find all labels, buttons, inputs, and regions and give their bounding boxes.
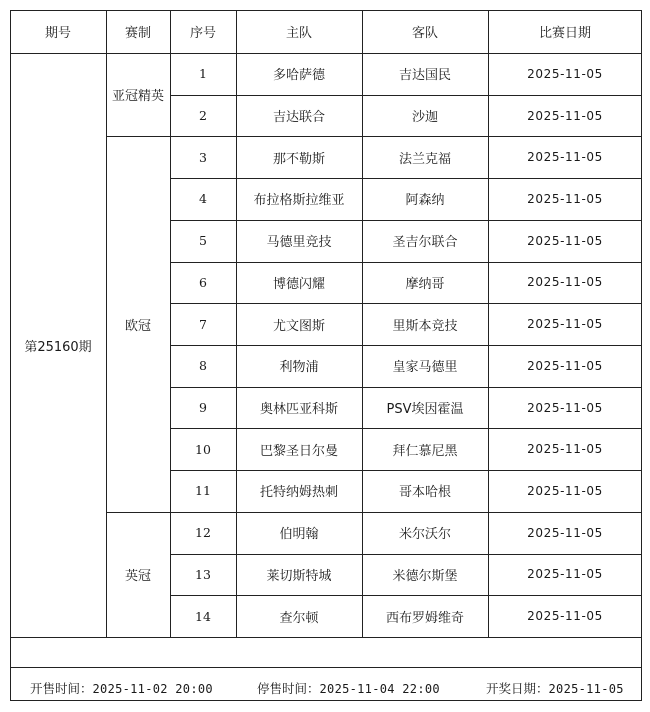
home-team: 博德闪耀 bbox=[272, 276, 325, 292]
home-team: 查尔顿 bbox=[279, 610, 319, 626]
away-team: 吉达国民 bbox=[398, 68, 451, 84]
sale-open-label: 开售时间： bbox=[30, 681, 93, 696]
border-bottom bbox=[10, 700, 642, 701]
away-team: 米德尔斯堡 bbox=[392, 568, 458, 584]
away-team: 米尔沃尔 bbox=[398, 527, 451, 543]
home-team: 吉达联合 bbox=[272, 110, 325, 126]
away-team: 哥本哈根 bbox=[398, 485, 451, 501]
match-seq: 10 bbox=[195, 441, 211, 457]
header-away: 客队 bbox=[411, 26, 438, 41]
lottery-schedule-table bbox=[10, 10, 642, 700]
blank-row-bottom bbox=[10, 667, 642, 668]
match-date: 2025-11-05 bbox=[527, 108, 603, 123]
match-date: 2025-11-05 bbox=[527, 525, 603, 540]
header-seq: 序号 bbox=[189, 26, 216, 41]
match-date: 2025-11-05 bbox=[527, 442, 603, 457]
header-competition: 赛制 bbox=[124, 26, 151, 41]
match-date: 2025-11-05 bbox=[527, 150, 603, 165]
match-date: 2025-11-05 bbox=[527, 66, 603, 81]
away-team: 摩纳哥 bbox=[405, 276, 445, 292]
row-divider bbox=[170, 178, 642, 179]
match-date: 2025-11-05 bbox=[527, 400, 603, 415]
row-divider bbox=[170, 303, 642, 304]
home-team: 尤文图斯 bbox=[272, 318, 325, 334]
home-team: 多哈萨德 bbox=[272, 68, 325, 84]
match-date: 2025-11-05 bbox=[527, 567, 603, 582]
match-seq: 3 bbox=[199, 149, 207, 165]
match-seq: 13 bbox=[195, 566, 211, 582]
match-date: 2025-11-05 bbox=[527, 191, 603, 206]
home-team: 伯明翰 bbox=[279, 527, 319, 543]
header-date: 比赛日期 bbox=[538, 26, 591, 41]
match-date: 2025-11-05 bbox=[527, 358, 603, 373]
row-divider bbox=[170, 470, 642, 471]
match-seq: 9 bbox=[199, 400, 207, 416]
match-seq: 8 bbox=[199, 358, 207, 374]
match-seq: 11 bbox=[195, 483, 211, 499]
draw-date-value: 2025-11-05 bbox=[548, 682, 624, 696]
row-divider bbox=[170, 595, 642, 596]
away-team: PSV埃因霍温 bbox=[386, 402, 464, 418]
match-seq: 14 bbox=[195, 608, 211, 624]
away-team: 阿森纳 bbox=[405, 193, 445, 209]
match-date: 2025-11-05 bbox=[527, 609, 603, 624]
match-seq: 6 bbox=[199, 274, 207, 290]
header-home: 主队 bbox=[285, 26, 312, 41]
sale-close-time bbox=[257, 679, 440, 697]
row-divider bbox=[170, 262, 642, 263]
home-team: 奥林匹亚科斯 bbox=[259, 402, 338, 418]
col-divider bbox=[362, 10, 363, 637]
row-divider bbox=[170, 136, 642, 137]
match-seq: 1 bbox=[199, 66, 207, 82]
match-date: 2025-11-05 bbox=[527, 275, 603, 290]
away-team: 法兰克福 bbox=[398, 151, 451, 167]
border-right bbox=[641, 10, 642, 701]
home-team: 托特纳姆热刺 bbox=[259, 485, 338, 501]
away-team: 西布罗姆维奇 bbox=[385, 610, 464, 626]
draw-date bbox=[486, 679, 624, 697]
row-divider bbox=[170, 554, 642, 555]
match-seq: 5 bbox=[199, 233, 207, 249]
competition-cell: 欧冠 bbox=[124, 318, 151, 334]
col-divider bbox=[236, 10, 237, 637]
match-seq: 2 bbox=[199, 108, 207, 124]
away-team: 拜仁慕尼黑 bbox=[392, 443, 458, 459]
home-team: 马德里竞技 bbox=[266, 235, 332, 251]
match-date: 2025-11-05 bbox=[527, 483, 603, 498]
col-divider bbox=[106, 10, 107, 637]
row-divider bbox=[170, 95, 642, 96]
sale-close-value: 2025-11-04 22:00 bbox=[319, 682, 440, 696]
away-team: 里斯本竞技 bbox=[392, 318, 458, 334]
sale-open-value: 2025-11-02 20:00 bbox=[92, 682, 213, 696]
row-divider bbox=[170, 428, 642, 429]
border-top bbox=[10, 10, 642, 11]
draw-date-label: 开奖日期： bbox=[486, 681, 549, 696]
group-divider bbox=[106, 512, 170, 513]
sale-open-time bbox=[30, 679, 213, 697]
col-divider bbox=[170, 10, 171, 637]
home-team: 巴黎圣日尔曼 bbox=[259, 443, 338, 459]
sale-close-label: 停售时间： bbox=[257, 681, 320, 696]
away-team: 沙迦 bbox=[411, 110, 438, 126]
home-team: 莱切斯特城 bbox=[266, 568, 332, 584]
match-seq: 7 bbox=[199, 316, 207, 332]
row-divider bbox=[170, 220, 642, 221]
match-seq: 12 bbox=[195, 525, 211, 541]
match-seq: 4 bbox=[199, 191, 207, 207]
header-divider bbox=[10, 53, 642, 54]
home-team: 利物浦 bbox=[279, 360, 319, 376]
group-divider bbox=[106, 136, 170, 137]
header-issue: 期号 bbox=[44, 26, 71, 41]
home-team: 那不勒斯 bbox=[272, 151, 325, 167]
away-team: 圣吉尔联合 bbox=[392, 235, 458, 251]
home-team: 布拉格斯拉维亚 bbox=[253, 193, 345, 209]
body-bottom bbox=[10, 637, 642, 638]
row-divider bbox=[170, 512, 642, 513]
match-date: 2025-11-05 bbox=[527, 317, 603, 332]
issue-cell: 第25160期 bbox=[24, 339, 92, 355]
border-left bbox=[10, 10, 11, 701]
away-team: 皇家马德里 bbox=[392, 360, 458, 376]
competition-cell: 英冠 bbox=[124, 568, 151, 584]
competition-cell: 亚冠精英 bbox=[111, 89, 164, 105]
col-divider bbox=[488, 10, 489, 637]
row-divider bbox=[170, 345, 642, 346]
row-divider bbox=[170, 387, 642, 388]
match-date: 2025-11-05 bbox=[527, 233, 603, 248]
